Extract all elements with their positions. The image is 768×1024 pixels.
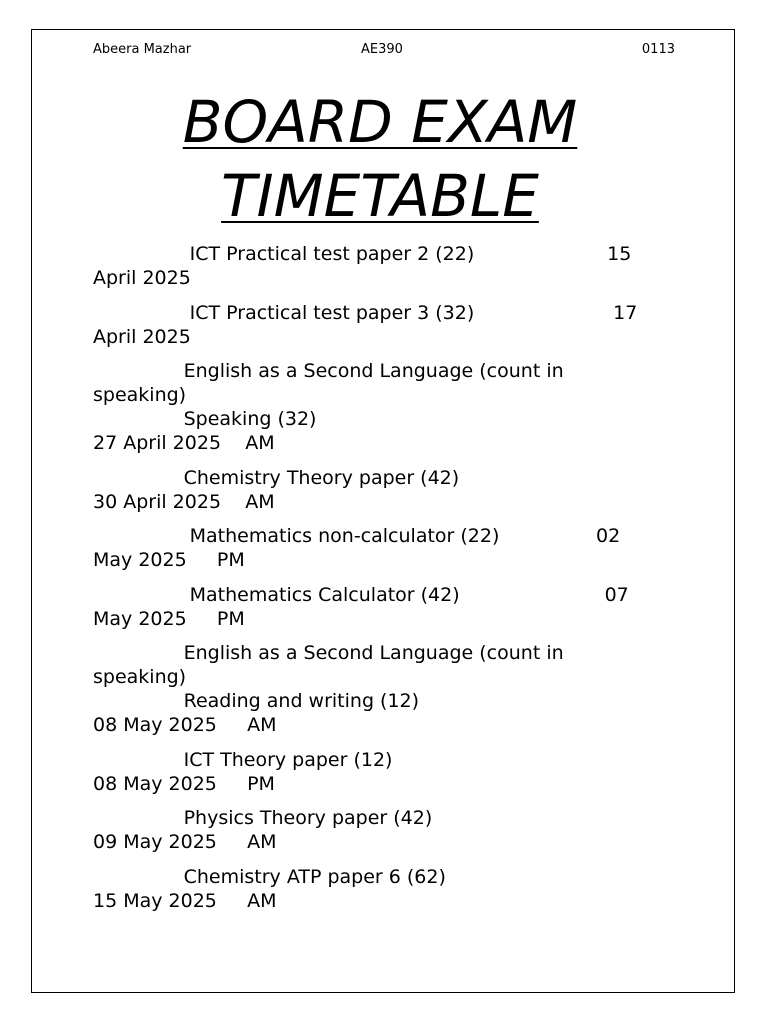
timetable-entry <box>93 242 693 290</box>
timetable-entry <box>93 748 693 796</box>
entry-line: Physics Theory paper (42) <box>93 807 433 829</box>
entry-line: 08 May 2025 AM <box>93 714 277 736</box>
header-page-number: 0113 <box>641 42 675 57</box>
entry-line: English as a Second Language (count in <box>93 360 564 382</box>
timetable-entry <box>93 359 693 455</box>
timetable-entries <box>93 242 693 923</box>
entry-line: 09 May 2025 AM <box>93 831 277 853</box>
timetable-entry <box>93 641 693 737</box>
entry-line: April 2025 <box>93 325 191 348</box>
title-line-2 <box>60 164 700 228</box>
entry-line: Speaking (32) <box>93 408 317 430</box>
header-student-name: Abeera Mazhar <box>93 42 192 57</box>
timetable-entry <box>93 583 693 631</box>
entry-line: ICT Practical test paper 3 (32) 17 <box>93 301 638 324</box>
entry-line: Chemistry ATP paper 6 (62) <box>93 865 446 888</box>
entry-line: ICT Theory paper (12) <box>93 748 393 771</box>
entry-line: ICT Practical test paper 2 (22) 15 <box>93 243 632 265</box>
timetable-entry <box>93 524 693 572</box>
entry-line: Reading and writing (12) <box>93 690 420 712</box>
entry-line: May 2025 PM <box>93 549 245 571</box>
entry-line: 08 May 2025 PM <box>93 772 275 795</box>
document-header <box>93 42 675 60</box>
entry-line: speaking) <box>93 666 187 688</box>
entry-line: 30 April 2025 AM <box>93 490 275 513</box>
entry-line: Mathematics non-calculator (22) 02 <box>93 525 621 547</box>
timetable-entry <box>93 301 693 349</box>
entry-line: Chemistry Theory paper (42) <box>93 466 460 489</box>
entry-line: speaking) <box>93 384 187 406</box>
entry-line: Mathematics Calculator (42) 07 <box>93 583 629 606</box>
entry-line: April 2025 <box>93 267 191 289</box>
header-subject-code: AE390 <box>361 42 403 57</box>
entry-line: English as a Second Language (count in <box>93 642 564 664</box>
timetable-entry <box>93 466 693 514</box>
title-line-1-text: BOARD EXAM <box>182 88 578 156</box>
timetable-entry <box>93 865 693 913</box>
entry-line: 15 May 2025 AM <box>93 889 277 912</box>
entry-line: 27 April 2025 AM <box>93 432 275 454</box>
title-line-1 <box>60 90 700 154</box>
timetable-entry <box>93 806 693 854</box>
title-line-2-text: TIMETABLE <box>221 162 539 230</box>
entry-line: May 2025 PM <box>93 607 245 630</box>
